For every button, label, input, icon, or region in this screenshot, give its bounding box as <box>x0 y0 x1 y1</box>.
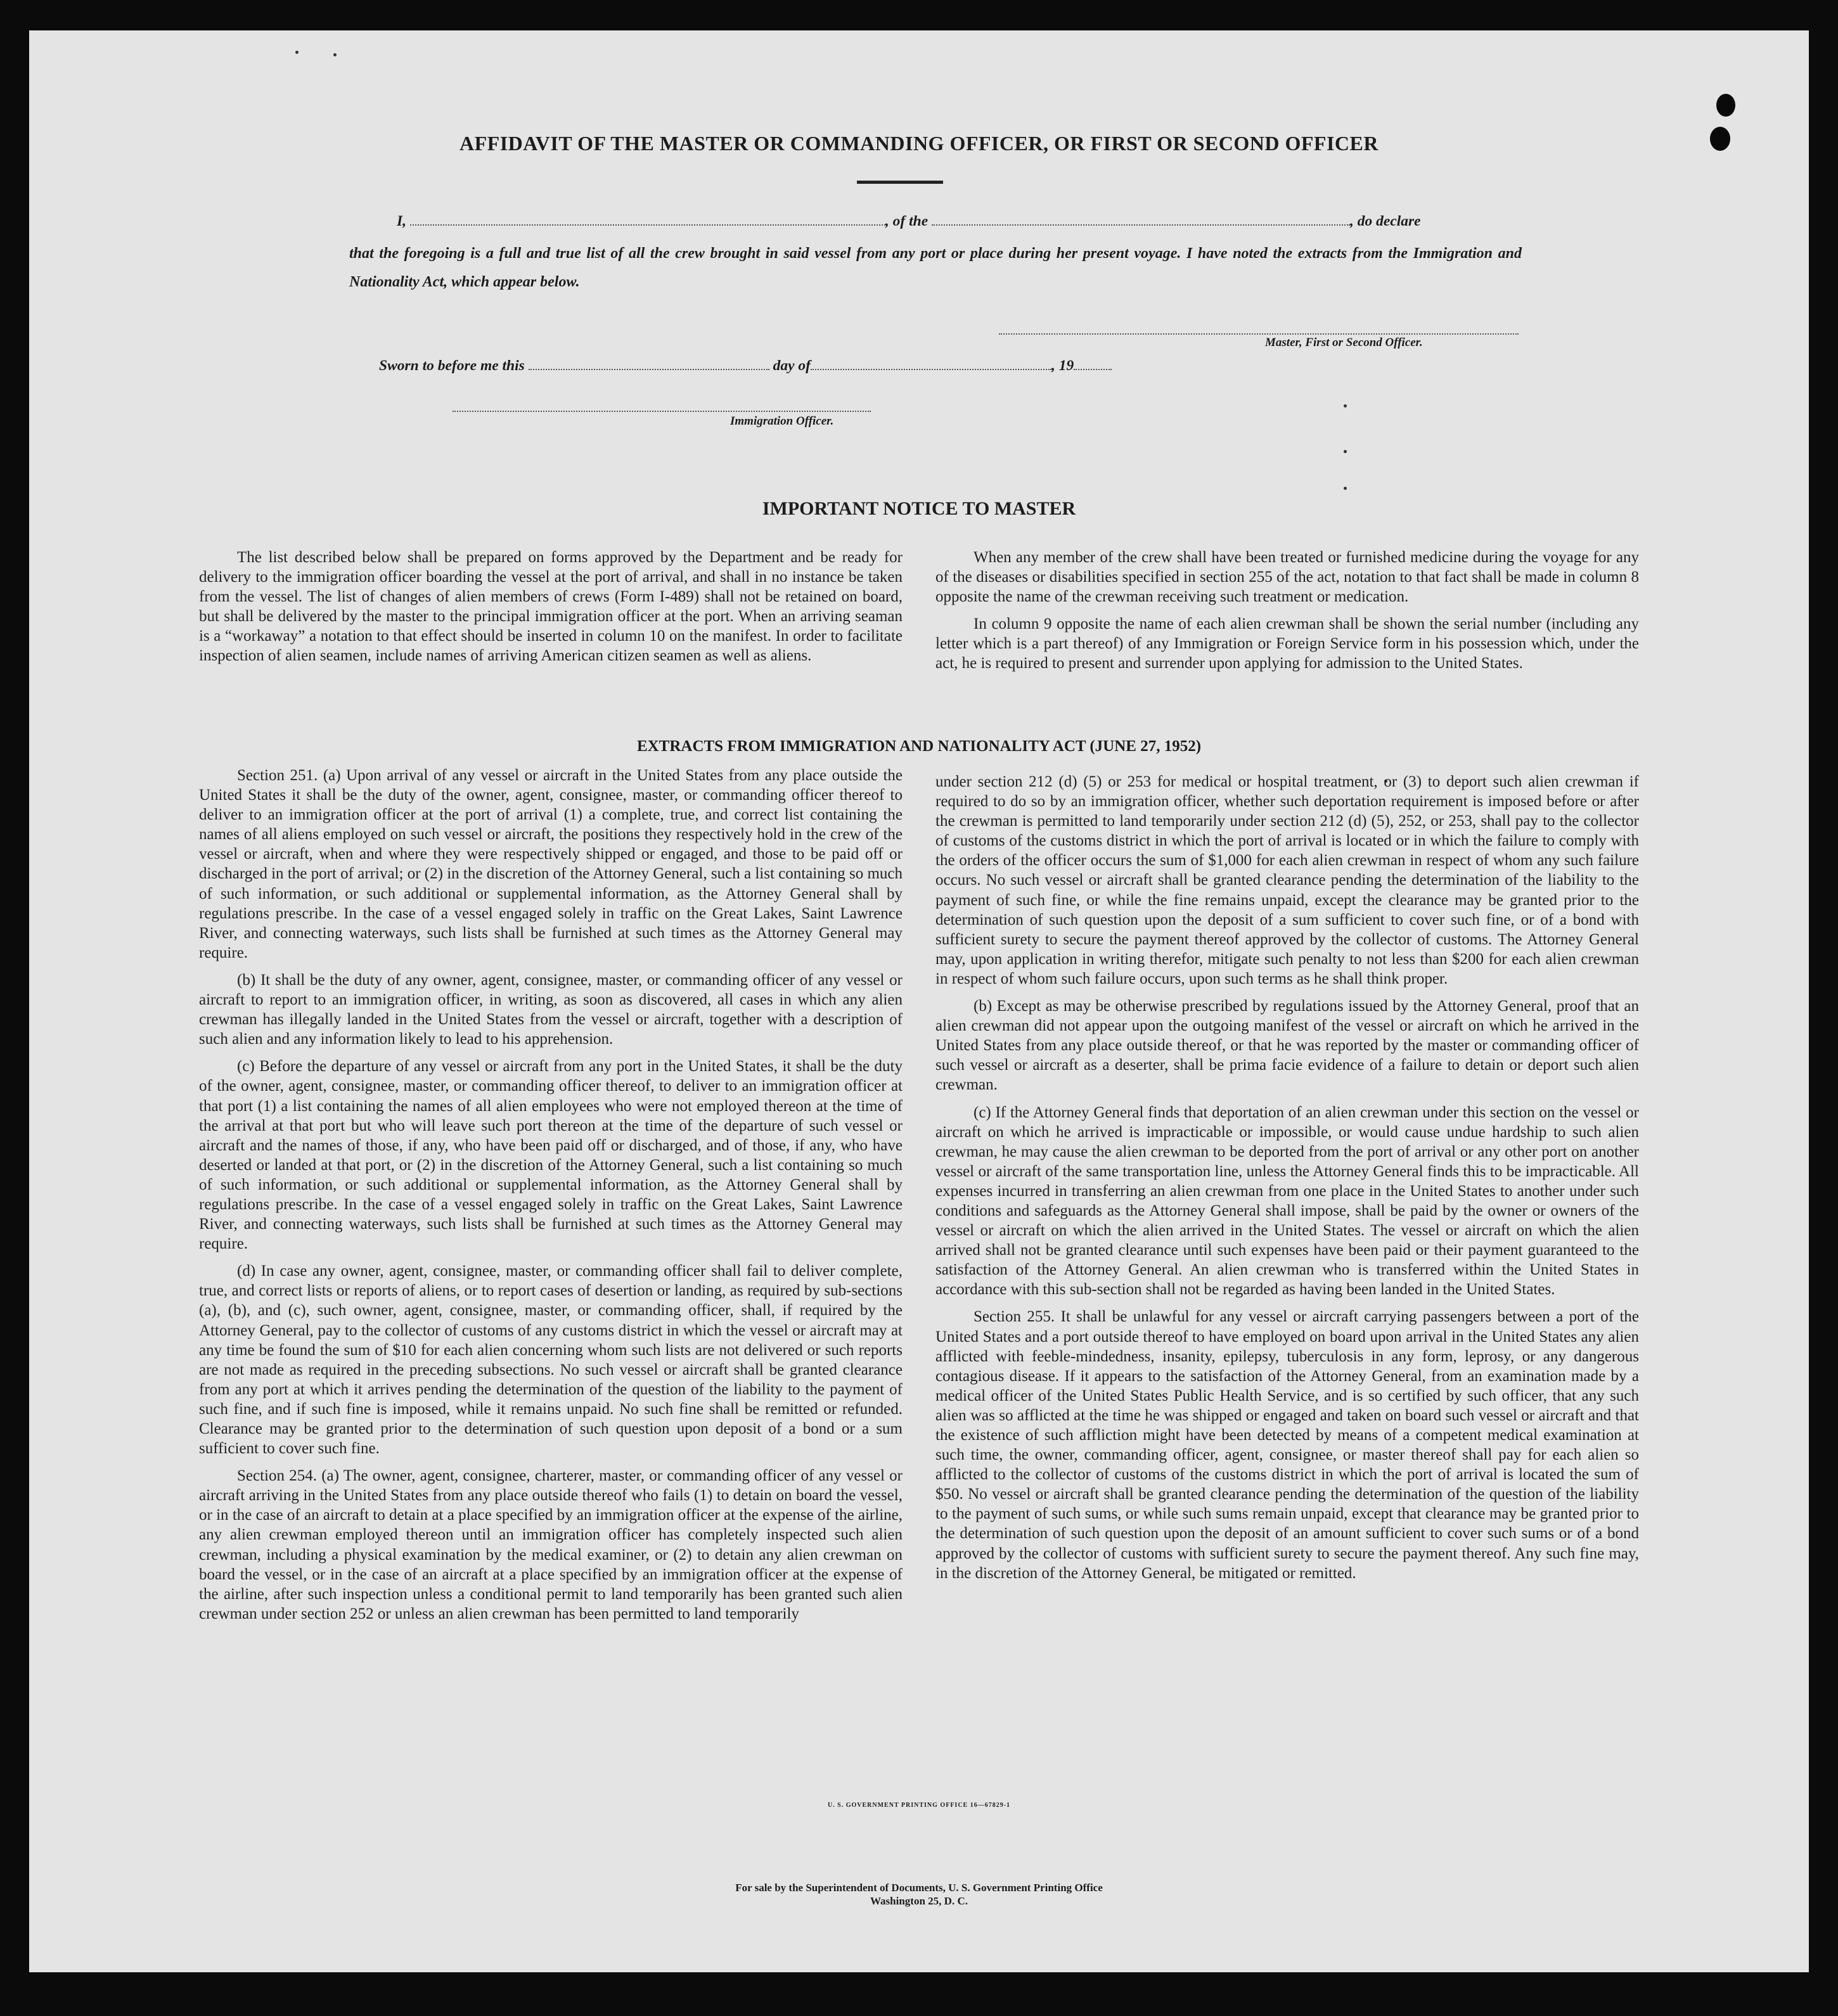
sworn-label: Sworn to before me this <box>379 357 525 374</box>
title-rule <box>857 181 943 184</box>
section-251-b: (b) It shall be the duty of any owner, agent, consignee, master, or commanding officer of any vessel or aircraft to report to an immigration officer, in writing, as soon as discovered, all cases in which any alien crewman has illegally landed in the United States from the vessel or aircraft, together with a description of such alien and any information likely to lead to his apprehension. <box>199 971 903 1048</box>
affidavit-statement: that the foregoing is a full and true list of all the crew brought in said vessel from any port or place during her present voyage. I have noted the extracts from the Immigration and Nationality Act, which appear below. <box>349 245 1522 290</box>
section-254-b: (b) Except as may be otherwise prescribed by regulations issued by the Attorney General, proof that an alien crewman did not appear upon the outgoing manifest of the vessel or aircraft on which he arrived in the United States from any place outside thereof, or that he was reported by the master or commanding officer of such vessel or aircraft as a deserter, shall be prima facie evidence of a failure to detain or deport such alien crewman. <box>935 998 1639 1094</box>
notice-right-paragraph: In column 9 opposite the name of each alien crewman shall be shown the serial number (including any letter which is a part thereof) of any Immigration or Foreign Service form in his possession which, under the act, he is required to present and surrender upon applying for admission to the United States. <box>935 615 1639 672</box>
section-254-c: (c) If the Attorney General finds that deportation of an alien crewman under this section on the vessel or aircraft on which he arrived is impracticable or impossible, or would cause undue hardship to such alien crewman, he may cause the alien crewman to be deported from the port of arrival or any other port on another vessel or aircraft of the same transportation line, unless the Attorney General finds this to be impracticable. All expenses incurred in transferring an alien crewman from one place in the United States to another under such conditions and safeguards as the Attorney General shall impose, shall be paid by the owner or owners of the vessel or aircraft on which the alien arrived in the United States. The vessel or aircraft on which the alien arrived shall not be granted clearance until such expenses have been paid or their payment guaranteed to the satisfaction of the Attorney General. An alien crewman who is transferred within the United States in accordance with this sub-section shall not be regarded as having been landed in the United States. <box>935 1103 1639 1299</box>
notice-right-paragraph: When any member of the crew shall have been treated or furnished medicine during the voyage for any of the diseases or disabilities specified in section 255 of the act, notation to that fact shall be made in column 8 opposite the name of the crewman receiving such treatment or medication. <box>935 549 1639 606</box>
ink-blot <box>1716 94 1735 117</box>
section-255: Section 255. It shall be unlawful for any vessel or aircraft carrying passengers between a port of the United States and a port outside thereof to have employed on board upon arrival in the United States any alien afflicted with feeble-mindedness, insanity, epilepsy, tuberculosis in any form, leprosy, or any dangerous contagious disease. If it appears to the satisfaction of the Attorney General, from an examination made by a medical officer of the United States Public Health Service, and is so certified by such officer, that any such alien was so afflicted at the time he was shipped or engaged and taken on board such vessel or aircraft and that the existence of such affliction might have been detected by means of a competent medical examination at such time, the owner, commanding officer, agent, consignee, or master thereof shall pay for each alien so afflicted to the collector of customs of the customs district in which the port of arrival is located the sum of $50. No vessel or aircraft shall be granted clearance pending the determination of the question of the liability to the payment of such sums, or while such sums remain unpaid, except that clearance may be granted prior to the determination of such question upon the deposit of an amount sufficient to cover such sums or of a bond approved by the collector of customs with sufficient surety to secure the payment thereof. Any such fine may, in the discretion of the Attorney General, be mitigated or remitted. <box>935 1308 1639 1582</box>
affidavit-title: AFFIDAVIT OF THE MASTER OR COMMANDING OFFICER, OR FIRST OR SECOND OFFICER <box>460 132 1378 155</box>
officer-caption: Immigration Officer. <box>730 414 834 428</box>
notice-left-paragraph: The list described below shall be prepared on forms approved by the Department and be ready for delivery to the immigration officer boarding the vessel at the port of arrival, and shall in no instance be taken from the vessel. The list of changes of alien members of crews (Form I-489) shall not be retained on board, but shall be delivered by the master to the principal immigration officer at the port. When an arriving seaman is a “workaway” a notation to that effect should be inserted in column 10 on the manifest. In order to facilitate inspection of alien seamen, include names of arriving American citizen seamen as well as aliens. <box>199 549 903 665</box>
sworn-month-field[interactable] <box>811 363 1051 370</box>
section-251-c: (c) Before the departure of any vessel or aircraft from any port in the United States, it shall be the duty of the owner, agent, consignee, master, or commanding officer thereof, to deliver to an immigration officer at that port (1) a list containing the names of all alien employees who were not employed thereon at the time of the arrival at that port but who will leave such port thereon at the time of the departure of such vessel or aircraft and the names of those, if any, who have been paid off or discharged, and of those, if any, who have deserted or landed at that port, or (2) in the discretion of the Attorney General, such a list containing so much of such information, or such additional or supplemental information, as the Attorney General shall by regulations prescribe. In the case of a vessel engaged solely in traffic on the Great Lakes, Saint Lawrence River, and connecting waterways, such lists shall be furnished at such times as the Attorney General may require. <box>199 1058 903 1253</box>
master-signature-line[interactable] <box>999 333 1519 335</box>
master-caption: Master, First or Second Officer. <box>1265 336 1423 349</box>
footer-line-2: Washington 25, D. C. <box>870 1895 968 1907</box>
of-the-label: , of the <box>885 213 929 229</box>
i-label: I, <box>397 213 407 229</box>
notice-left-column <box>199 548 903 674</box>
section-251-d: (d) In case any owner, agent, consignee, master, or commanding officer shall fail to deliver complete, true, and correct lists or reports of aliens, or to report cases of desertion or landing, as required by sub-sections (a), (b), and (c), such owner, agent, consignee, master, or commanding officer, shall, if required by the Attorney General, pay to the collector of customs of any customs district in which the vessel or aircraft may at any time be found the sum of $10 for each alien concerning whom such lists are not delivered or such reports are not made as required in the preceding subsections. No such vessel or aircraft shall be granted clearance from any port at which it arrives pending the determination of the question of the liability to the payment of such fine, and if such fine is imposed, while it remains unpaid. No such fine shall be remitted or refunded. Clearance may be granted prior to the determination of such question upon deposit of a bond or a sum sufficient to cover such fine. <box>199 1262 903 1458</box>
name-field[interactable] <box>410 218 885 226</box>
document-page <box>29 30 1809 1972</box>
speck <box>1344 487 1347 490</box>
vessel-field[interactable] <box>932 218 1350 226</box>
extracts-left-column <box>199 766 903 1631</box>
sworn-year-field[interactable] <box>1074 363 1112 370</box>
notice-right-column <box>935 548 1639 681</box>
section-251-a: Section 251. (a) Upon arrival of any vessel or aircraft in the United States from any place outside the United States it shall be the duty of the owner, agent, consignee, master, or commanding officer thereof to deliver to an immigration officer at the port of arrival (1) a complete, true, and correct list containing the names of all aliens employed on such vessel or aircraft, the positions they respectively hold in the crew of the vessel or aircraft, when and where they were respectively shipped or engaged, and those to be paid off or discharged in the port of arrival; or (2) in the discretion of the Attorney General, such a list containing so much of such information, or such additional or supplemental information, as the Attorney General shall by regulations prescribe. In the case of a vessel engaged solely in traffic on the Great Lakes, Saint Lawrence River, and connecting waterways, such lists shall be furnished at such times as the Attorney General may require. <box>199 767 903 961</box>
sworn-day-field[interactable] <box>529 363 769 370</box>
officer-signature-line[interactable] <box>453 411 871 412</box>
extracts-right-column <box>935 772 1639 1591</box>
speck <box>333 53 337 56</box>
declaration-line <box>397 213 1525 230</box>
speck <box>295 51 299 54</box>
sale-footer <box>29 1881 1809 1908</box>
notice-title: IMPORTANT NOTICE TO MASTER <box>762 498 1076 519</box>
speck <box>1344 404 1347 408</box>
year-label: , 19 <box>1051 357 1074 374</box>
section-254-a-continued: under section 212 (d) (5) or 253 for medical or hospital treatment, or (3) to deport such alien crewman if required to do so by an immigration officer, whether such deportation requirement is imposed before or after the crewman is permitted to land temporarily under section 212 (d) (5), 252, or 253, shall pay to the collector of customs of the customs district in which the port of arrival is located or in which the failure to comply with the orders of the officer occurs the sum of $1,000 for each alien crewman in respect of whom any such failure occurs. No such vessel or aircraft shall be granted clearance pending the determination of the liability to the payment of such fine, or while the fine remains unpaid, except the clearance may be granted prior to the determination of such question upon the deposit of a sum sufficient to cover such fine, or of a bond with sufficient surety to secure the payment thereof approved by the collector of customs. The Attorney General may, upon application in writing therefor, mitigate such penalty to not less than $200 for each alien crewman in respect of whom such failure occurs, upon such terms as he shall think proper. <box>935 773 1639 987</box>
speck <box>1344 450 1347 453</box>
day-of-label: day of <box>773 357 811 374</box>
printing-office-imprint: U. S. GOVERNMENT PRINTING OFFICE 16—67829-1 <box>827 1802 1011 1809</box>
section-254-a: Section 254. (a) The owner, agent, consignee, charterer, master, or commanding officer of any vessel or aircraft arriving in the United States from any place outside thereof who fails (1) to detain on board the vessel, or in the case of an aircraft to detain at a place specified by an immigration officer at the expense of the airline, any alien crewman employed thereon until an immigration officer has completely inspected such alien crewman, including a physical examination by the medical examiner, or (2) to detain any alien crewman on board the vessel, or in the case of an aircraft at a place specified by an immigration officer at the expense of the airline, after such inspection unless a conditional permit to land temporarily has been granted such alien crewman under section 252 or unless an alien crewman has been permitted to land temporarily <box>199 1467 903 1622</box>
sworn-line <box>379 357 1112 375</box>
footer-line-1: For sale by the Superintendent of Documents, U. S. Government Printing Office <box>735 1882 1103 1894</box>
extracts-title: EXTRACTS FROM IMMIGRATION AND NATIONALITY ACT (JUNE 27, 1952) <box>636 738 1202 755</box>
do-declare-label: , do declare <box>1350 213 1421 229</box>
